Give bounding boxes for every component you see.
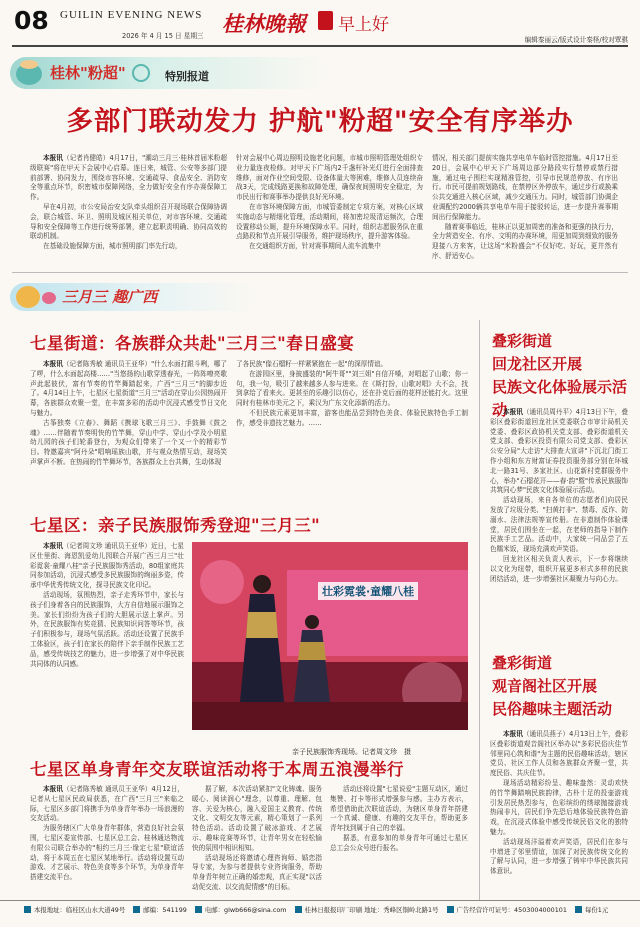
paragraph: 在市容环境保障方面，市城管委制定专项方案，对核心区域实施动态与精细化管理，活动期间，将加密垃圾清运频次，合理设置移动公厕，提升环境保障水平。同时，组织志愿服务队在重点路段和节点开展引导服务，维护现场秩序，提升游客体验。 [236,202,423,241]
paragraph: 针对会展中心周边照明设施老化问题，市城市照明管理处组织专业力量连夜检修。对甲天下广场内2千盏杆补光灯进行全面排查维修，面对作业空间受限、设备体量大等困难，维修人员连续奋战3天，完成线路更换和故障处理，确保夜间照明安全稳定，为市民出行和赛事举办提供良好光环境。 [236,154,423,202]
paragraph: 活动现场，氛围热烈，亲子走秀环节中，家长与孩子们身着各自的民族服饰，大方自信地展示服饰之美。家长们纷纷为孩子们的大胆展示送上掌声。另外，在民族服饰有奖竞猜、民族知识问答等环节，孩子们积极参与，现场气氛活跃。活动还设置了民族手工体验区，孩子们在家长的陪伴下亲手制作民族工艺品，感受传统技艺的魅力，进一步增强了对中华民族共同体的认同感。 [30,590,184,668]
paragraph: 活动现场还将邀请心理咨询师、婚恋指导专家，为参与者提供专业咨询服务，帮助单身青年树立正确的婚恋观，真正实现"以活动促交流、以交流促情感"的目标。 [192,853,322,891]
footer-postcode: 邮编：541199 [143,906,187,914]
photo-banner-text: 壮彩霓裳·童耀八桂 [318,582,418,600]
article1-col3 [432,154,618,268]
email-icon [195,906,202,913]
banner-title: 桂林"粉超" [50,64,126,82]
right-a-text [490,408,628,643]
paragraph: （通讯员燕子）4月13日上午，叠彩区叠彩街道观音阁社区举办以"多彩民俗庆佳节 邻里同心筑和谐"为主题的民俗趣味活动，辖区党员、社区工作人员和各族群众齐聚一堂，共度民俗、共庆佳节。 [490,730,628,778]
story-c-col2 [192,785,322,895]
byline: 本报讯 [43,785,63,793]
right-a-title-line: 回龙社区开展 [492,355,583,373]
paragraph: 在交通组织方面，针对赛事期间人流车流集中 [249,242,381,251]
story-c-col1 [30,785,184,895]
banner2-title: 三月三 趣广西 [62,288,158,306]
footer-price: 每份1元 [584,906,609,914]
greeting-label: 早上好 [338,15,389,35]
footer-printer: 桂林日报报印厂印刷 地址：秀峰区铜岭北路1号 [304,906,439,914]
paragraph: 活动现场洋溢着欢声笑语，居民们在参与中增进了邻里情谊，加深了对民族传统文化的了解与认同，进一步增强了铸牢中华民族共同体意识。 [490,837,628,876]
logo-seal-icon [318,11,333,30]
section-divider [12,272,628,273]
paragraph: 情况，相关部门提前实施共享电单车临时管控措施。4月17日至20日，会展中心甲天下广场周边部分路段实行禁停或禁行措施，通过电子围栏实现精准管控，引导市民规范停放、有序出行。市民可提前规划路线，在禁停区外停放车，通过步行或换乘公共交通进入核心区域，减少交通压力。同时，城管部门协调企业调配约2000辆共享电单车用于接驳转运，进一步提升赛事期间出行保障能力。 [432,154,618,221]
byline: 本报讯 [43,154,63,162]
paragraph: 现场活动精彩纷呈、趣味盎然：灵动欢快的竹竿舞踏响民族韵律，古朴十足的投壶游戏引发居民热烈参与，色彩缤纷的绣球抛接游戏热闹非凡，居民们争先恐后地体验民族特色游戏，在沉浸式体验中感受传统民俗文化的独特魅力。 [490,778,628,836]
footer-address: 本报地址：临桂区山水大道49号 [34,906,126,914]
flower-icon [16,286,40,308]
right-a-title-line: 叠彩街道 [492,332,553,350]
story-a-col2 [236,360,468,505]
byline: 本报讯 [43,542,63,550]
story-c-col3 [330,785,468,895]
paragraph: 不但民族元素更加丰富，游客也能品尝到特色美食、体验民族特色手工制作，感受非遗技艺魅力。…… [236,408,468,427]
location-icon [24,906,31,913]
printer-icon [295,906,302,913]
right-a-title-line: 民族文化体验展示活动 [492,378,628,419]
price-icon [575,906,582,913]
story-a-title: 七星街道：各族群众共赴"三月三"春日盛宴 [30,334,355,353]
paragraph: （通讯员周丹平）4月13日下午，叠彩区叠彩街道回龙社区党委联合市审计局机关党委、叠彩区政协机关党支部、叠彩街道机关党支部、叠彩区投资有限公司党支部、叠彩区公安分局"大走访"大排查大宣讲"下沉北门街工作小组和东方财富证券投资服务部分别在环城北一路31号、多家社区、山花新村党群服务中心，举办"石榴花开——春·韵"暨"传承民族服饰 共筑同心梦"民族文化体验展示活动。 [490,408,628,495]
paragraph: （记者陈秀敏 通讯员王亚华）4月12日，记者从七星区民政局获悉，在广西"三月三"来临之际，七星区多部门将携手为单身青年举办一场浪漫的交友活动。 [30,785,184,823]
paragraph: 了各民族"像石榴籽一样紧紧抱在一起"的深厚情谊。 [236,360,388,368]
story-b-text [30,542,184,737]
footer-ad-license: 广告经营许可证号：4503004000101 [456,906,567,914]
right-b-title-line: 观音阁社区开展 [492,677,598,695]
masthead-rule [12,45,628,47]
footer-email: 电邮：glwb666@sina.com [204,906,287,914]
newspaper-logo: 桂林晚報 [222,11,306,36]
paragraph: 回龙社区相关负责人表示，下一步将继续以文化为纽带，组织开展更多形式多样的民族团结活动，进一步增强社区凝聚力与向心力。 [490,554,628,583]
paragraph: （记者周文珍 通讯员王亚华）近日，七星区仕里街、海恩凯爱幼儿园联合开展广西三月三"壮彩霓裳·童耀八桂"亲子民族服饰秀活动，80组家庭共同参加活动，沉浸式感受多民族服饰的绚丽多姿，传承中华优秀传统文化，探寻民族文化印记。 [30,542,184,590]
right-b-title [492,652,627,721]
paragraph: 据悉，有意参加的单身青年可通过七星区总工会公众号进行报名。 [330,833,468,852]
fashion-show-photo [192,542,468,730]
story-b-title: 七星区：亲子民族服饰秀登迎"三月三" [30,516,321,535]
paragraph: 随着赛事临近，桂林正以更加周密的准备和更强的执行力，全力营造安全、有序、文明的办赛环境，用更加周到细致的服务迎接八方来客，让这场"米粉盛会"不仅好吃、好玩，更井然有序、舒适安心。 [432,222,618,260]
noodle-icon [20,60,38,69]
paragraph: 在游园区里，身披盛装的"阿牛哥""刘三姐"自信开嗓，对唱起了山歌；你一句，我一句，吸引了越来越多人参与进来。在《斯打扮，山歌对唱》大不会，找到拿给了看来火。更甚至的乐趣引以仿心，还在扑克后面的花样还能打火。这里同时有桂林市美元之下，乘汉为广东文化添新的活力。 [236,369,468,408]
byline: 本报讯 [503,730,523,738]
paragraph: 为服务辖区广大单身青年群体，营造良好社会氛围，七星区委宣传部、七星区总工会、桂林通达物流有限公司联合举办的"相约三月三·缘定七星"联谊活动，将于本周五在七星区某地举行。活动将设置互动游戏、才艺展示、特色美食等多个环节，为单身青年搭建交流平台。 [30,824,184,882]
footer-info [18,905,608,914]
byline: 本报讯 [43,360,63,368]
right-b-text [490,730,628,895]
silk-ball-icon [42,292,56,304]
main-headline: 多部门联动发力 护航"粉超"安全有序举办 [66,106,574,137]
paragraph: （记者陈秀敏 通讯员王亚华）"什么水面打跟斗咧，哪了了啰，什么水面起高楼……"当悠扬的山歌穿透春光，一阵阵嘹亮歌声此起彼伏，富有节奏的竹竿舞踏起来，广西"三月三"的脚步近了。4月14日上午，七星区七星街道"三月三"活动在穿山公园热闹开幕，各族群众欢聚一堂，在丰富多彩的活动中沉浸式感受节日文化与魅力。 [30,360,227,417]
photo-scene [192,542,468,730]
right-b-title-line: 民俗趣味主题活动 [492,700,613,718]
story-c-title: 七星区单身青年交友联谊活动将于本周五浪漫举行 [30,760,404,779]
paragraph: （记者肖健皓）4月17日，"潮动三月三·桂林首届米粉超级联赛"将在甲天下会展中心启幕。连日来，城管、公安等多部门提前部署、协同发力，围绕市容环境、交通疏导、食品安全、消防安全等重点环节，织密城市保障网络，全力做好安全有序办赛保障工作。 [30,154,227,202]
license-icon [447,906,454,913]
editor-credits: 编辑秦丽云/版式设计秦柽/校对覃骐 [524,36,628,44]
story-a-col1 [30,360,227,505]
paper-name-english: GUILIN EVENING NEWS [60,9,203,21]
page-number: 08 [14,6,49,35]
issue-date: 2026 年 4 月 15 日 星期三 [122,32,204,40]
mail-icon [133,906,140,913]
paragraph: 活动还将设置"七星说爱"主题互动区，通过集赞、打卡等形式增强参与感。主办方表示，希望借助此次联谊活动，为辖区单身青年搭建一个真诚、健康、有趣的交友平台，帮助更多青年找到属于自己的幸福。 [330,785,468,833]
paragraph: 在基础设施保障方面，城市照明部门率先行动， [43,242,182,251]
paragraph: 据了解，本次活动紧扣"文化铸魂、服务暖心、阅读润心"理念，以尊重、理解、包容、关爱为核心，融入爱国主义教育、传统文化、文明交友等元素，精心策划了一系列特色活动。活动设置了破冰游戏、才艺展示、趣味竞赛等环节，让青年男女在轻松愉快的氛围中相识相知。 [192,785,322,852]
paragraph: 古筝独奏《立春》、舞蹈《携球飞歌三月三》、手鼓舞《鼓之魂》……伴随着节奏明快的竹竿舞，穿山中学、穿山小学及小明星幼儿园的孩子们轮番登台，为观众们带来了一个又一个的精彩节目。特邀嘉宾"阿丹朵"唱响瑶族山歌，并与观众热情互动，现场笑声掌声不断。在热闹的竹竿舞环节，各族群众上台共舞，生动体现 [30,418,227,466]
column-divider [479,320,480,900]
banner-subtitle: 特别报道 [165,70,209,83]
soccer-ball-icon [132,64,150,82]
article1-col1 [30,154,227,268]
paragraph: 活动现场，来自各单位的志愿者们向居民发放了垃圾分类、"扫黄打非"、禁毒、反诈、防溺水、法律法规等宣传册。在非遗制作体验课堂，居民们围坐在一起，在老师的指导下制作民族手工艺品。活动中，大家统一同品尝了五色糯米饭，现场充满欢声笑语。 [490,496,628,554]
article1-col2 [236,154,423,268]
paragraph: 早在4月初，市公安局治安支队牵头组织召开现场联合保障协调会，联合城管、环卫、照明及城区相关单位，对市容环境、交通疏导和安全保障等工作进行统筹部署，建立起职责明确、协同高效的联动机制。 [30,202,227,241]
right-b-title-line: 叠彩街道 [492,654,553,672]
photo-caption: 亲子民族服饰秀现场。记者周文珍 摄 [292,748,411,756]
byline: 本报讯 [503,408,523,416]
